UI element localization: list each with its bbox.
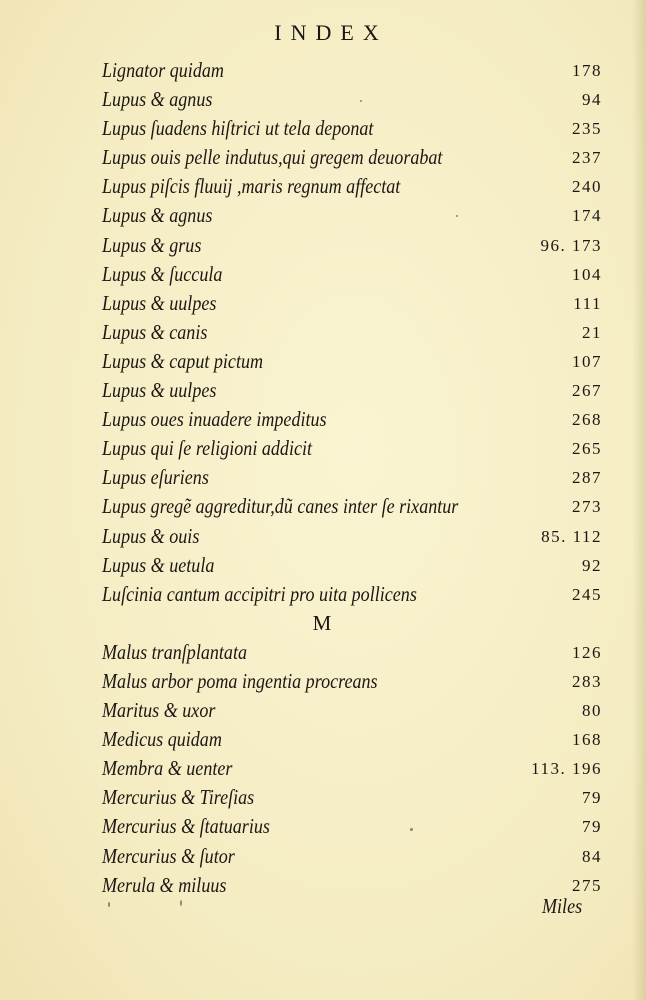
entry-title: Malus tranſplantata [102, 639, 248, 664]
entry-title: Lupus eſuriens [102, 465, 209, 490]
entry-page-ref: 265 [572, 439, 602, 459]
entry-title: Lupus & agnus [102, 87, 213, 112]
index-entry [102, 842, 602, 871]
entry-title: Medicus quidam [102, 727, 222, 752]
entry-page-ref: 21 [582, 322, 602, 342]
entry-page-ref: 235 [572, 119, 602, 139]
entry-title: Lupus & ſucculа [102, 261, 223, 286]
index-entry [102, 551, 602, 580]
entry-page-ref: 79 [582, 817, 602, 837]
index-entry [102, 463, 602, 492]
running-head: INDEX [274, 20, 388, 45]
index-entry [102, 289, 602, 318]
index-entry [102, 85, 602, 114]
entry-page-ref: 80 [582, 701, 602, 721]
entry-page-ref: 111 [573, 293, 602, 313]
entry-page-ref: 126 [572, 642, 602, 662]
index-entry [102, 260, 602, 289]
entry-title: Lupus & canis [102, 319, 208, 344]
entry-page-ref: 273 [572, 497, 602, 517]
index-entry [102, 143, 602, 172]
index-entry [102, 812, 602, 841]
entry-title: Lupus & grus [102, 232, 202, 257]
index-entry [102, 667, 602, 696]
index-entry [102, 376, 602, 405]
entry-page-ref: 267 [572, 381, 602, 401]
index-entry [102, 201, 602, 230]
page-gutter-shadow [632, 0, 646, 1000]
entry-page-ref: 96. 173 [540, 235, 602, 255]
index-entry [102, 638, 602, 667]
index-entries [102, 56, 602, 900]
ink-speck [456, 215, 458, 217]
index-entry [102, 522, 602, 551]
entry-page-ref: 113. 196 [531, 759, 602, 779]
entry-title: Lupus & agnus [102, 203, 213, 228]
index-entry [102, 696, 602, 725]
entry-page-ref: 107 [572, 351, 602, 371]
entry-title: Maritus & uxor [102, 698, 216, 723]
entry-title: Mercurius & Tireſias [102, 785, 255, 810]
index-entry [102, 405, 602, 434]
entry-title: Malus arbor poma ingentia procreans [102, 668, 378, 693]
entry-title: Lupus & uulpes [102, 378, 217, 403]
entry-page-ref: 287 [572, 468, 602, 488]
catchword: Miles [542, 894, 583, 918]
entry-page-ref: 240 [572, 177, 602, 197]
index-entry [102, 172, 602, 201]
entry-title: Lignator quidam [102, 58, 224, 82]
index-entry [102, 580, 602, 609]
index-entry [102, 725, 602, 754]
entry-page-ref: 245 [572, 584, 602, 604]
entry-title: Merula & miluus [102, 872, 227, 897]
entry-title: Lupus & caput pictum [102, 348, 264, 373]
ink-speck [360, 100, 362, 102]
entry-page-ref: 237 [572, 148, 602, 168]
entry-title: Luſcinia cantum accipitri pro uita pollicens [102, 581, 417, 606]
entry-title: Lupus gregẽ aggreditur,dũ canes inter ſe rixantur [102, 494, 459, 519]
index-entry [102, 434, 602, 463]
ink-speck [108, 902, 110, 907]
index-entry [102, 492, 602, 521]
entry-page-ref: 104 [572, 264, 602, 284]
index-entry [102, 347, 602, 376]
entry-page-ref: 168 [572, 730, 602, 750]
index-entry [102, 114, 602, 143]
entry-page-ref: 84 [582, 846, 602, 866]
entry-page-ref: 275 [572, 875, 602, 895]
entry-page-ref: 92 [582, 555, 602, 575]
entry-title: Membra & uenter [102, 756, 233, 781]
index-entry [102, 231, 602, 260]
ink-speck [180, 900, 182, 906]
entry-title: Lupus piſcis fluuij ,maris regnum affectat [102, 174, 401, 199]
entry-title: Mercurius & ſutor [102, 843, 235, 868]
section-letter-heading: M [312, 610, 332, 635]
entry-page-ref: 178 [572, 61, 602, 80]
index-entry [102, 871, 602, 900]
entry-title: Lupus & ouis [102, 523, 200, 548]
entry-title: Lupus oues inuadere impeditus [102, 407, 327, 432]
entry-page-ref: 79 [582, 788, 602, 808]
index-entry [102, 783, 602, 812]
entry-title: Mercurius & ſtatuarius [102, 814, 270, 839]
entry-page-ref: 85. 112 [541, 526, 602, 546]
entry-title: Lupus ſuadens hiſtrici ut tela deponat [102, 116, 374, 141]
entry-title: Lupus & uetula [102, 552, 215, 577]
entry-page-ref: 94 [582, 90, 602, 110]
index-entry [102, 754, 602, 783]
index-entry [102, 56, 602, 85]
entry-title: Lupus qui ſe religioni addicit [102, 436, 313, 461]
entry-title: Lupus & uulpes [102, 290, 217, 315]
entry-page-ref: 283 [572, 671, 602, 691]
entry-title: Lupus ouis pelle indutus,qui gregem deuorabat [102, 145, 443, 170]
index-entry [102, 318, 602, 347]
entry-page-ref: 174 [572, 206, 602, 226]
ink-speck [410, 828, 413, 831]
entry-page-ref: 268 [572, 410, 602, 430]
